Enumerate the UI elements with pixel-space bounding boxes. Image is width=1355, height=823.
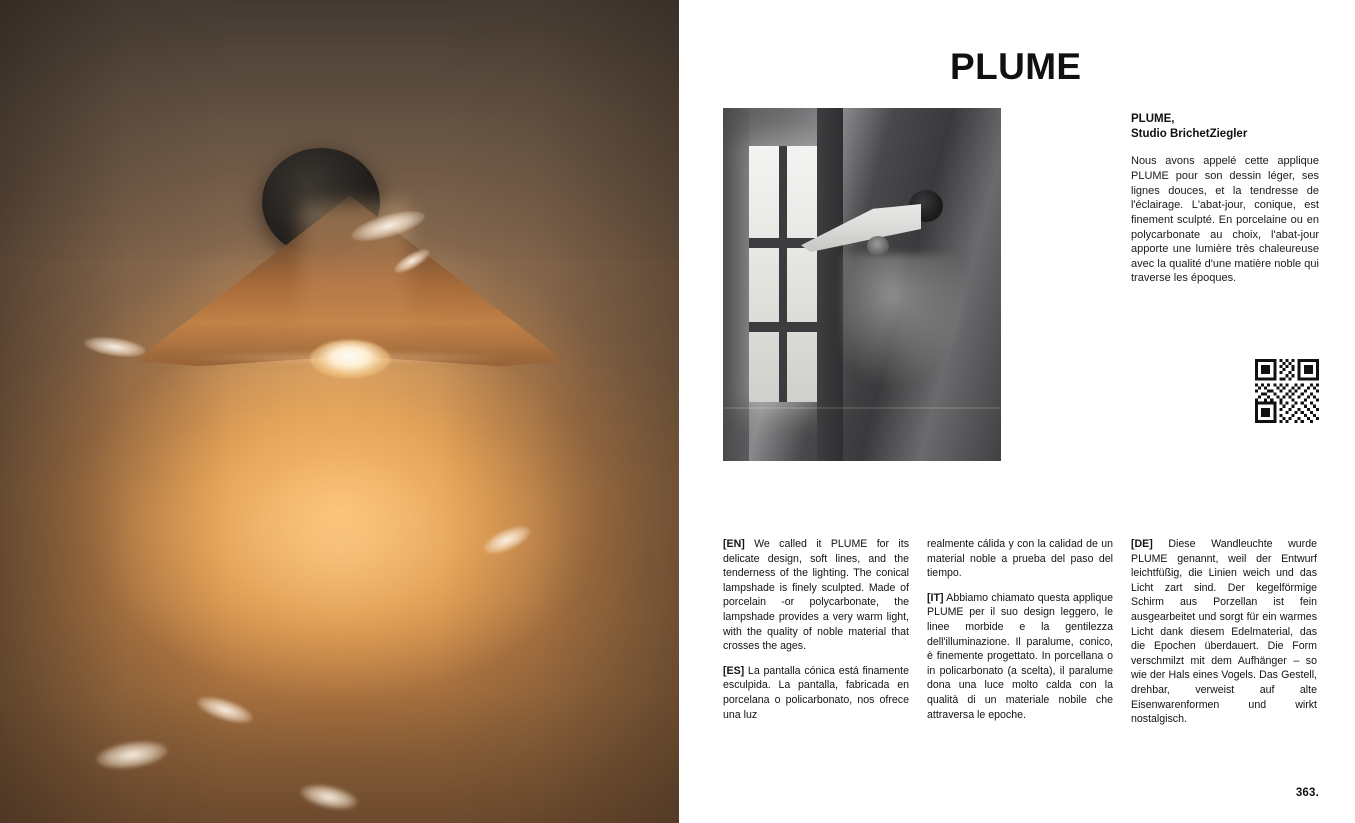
qr-code-svg [1255,359,1319,423]
translation-text-de: Diese Wandleuchte wurde PLUME genannt, weil der Entwurf leichtfüßig, die Linien weich und das Licht zart sind. Der kegelförmige Schirm aus Porzellan ist fein ausgearbeitet und sorgt für ein warmes Licht dank diesem Edelmaterial, das die Epochen überdauert. Die Form verschmilzt mit dem Aufhänger – so wie der Hals eines Vogels. Das Gestell, drehbar, verweist auf alte Eisenwarenformen und wirkt nostalgisch. [1131,538,1317,726]
product-credit [1131,112,1319,286]
product-photo [723,108,1001,461]
credit-product-name: PLUME, [1131,113,1175,125]
lang-tag-it: [IT] [927,591,944,604]
lang-tag-de: [DE] [1131,538,1153,550]
credit-description-fr: Nous avons appelé cette applique PLUME pour son dessin léger, ses lignes douces, et la tendresse de l'éclairage. L'abat-jour, conique, est finement sculpté. En porcelaine ou en polycarbonate au choix, l'abat-jour apporte une lumière très chaleureuse avec la qualité d'une matière noble qui traverse les époques. [1131,155,1319,285]
translation-paragraph-en [723,537,909,654]
page-title: PLUME [950,46,1082,87]
translation-column-1 [723,537,909,727]
translation-paragraph-es [723,664,909,722]
window [749,146,817,402]
translation-text-es-cont: realmente cálida y con la calidad de un material noble a prueba del paso del tiempo. [927,538,1113,580]
lang-tag-en: [EN] [723,538,745,550]
translation-column-2 [927,537,1113,727]
credit-designer-name: Studio BrichetZiegler [1131,127,1248,140]
translation-text-en: We called it PLUME for its delicate design, soft lines, and the tenderness of the lighting. The conical lampshade is finely sculpted. Made of porcelain -or polycarbonate, the lampshade provides a very warm light, with the quality of noble material that crosses the ages. [723,538,909,653]
translation-text-it: Abbiamo chiamato questa applique PLUME per il suo design leggero, le linee morbide e la gentilezza dell'illuminazione. Il paralume, conico, è finemente progettato. In porcellana o in policarbonato (a scelta), il paralume dona una luce molto calda con la qualità di un materiale nobile che attraversa le epoche. [927,591,1113,721]
translation-paragraph-it [927,591,1113,722]
translation-column-3 [1131,537,1317,727]
translation-text-es: La pantalla cónica está finamente esculpida. La pantalla, fabricada en porcelana o policarbonato, nos ofrece una luz [723,664,909,721]
wall-light-glow [841,254,991,459]
floor-line [723,407,1001,409]
credit-name [1131,112,1319,141]
translation-paragraph-es-cont [927,537,1113,581]
translations-columns [723,537,1319,727]
lang-tag-es: [ES] [723,664,745,677]
content-panel [679,0,1355,823]
window-mullion [779,146,787,402]
page-number: 363. [1295,787,1319,799]
light-pool [30,330,650,760]
qr-code-icon[interactable] [1255,359,1319,423]
translation-paragraph-de [1131,537,1317,727]
lamp-bulb [867,236,889,256]
